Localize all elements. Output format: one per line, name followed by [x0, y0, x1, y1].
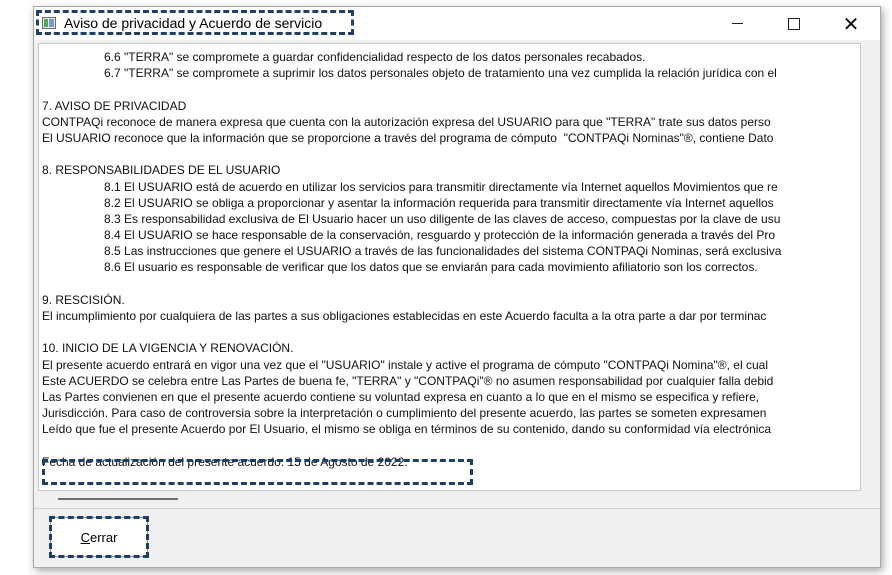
agreement-line: Jurisdicción. Para caso de controversia sobre la interpretación o cumplimiento del presente acuerdo, las partes se someten expresamen [42, 406, 767, 421]
window-close-button[interactable] [828, 7, 874, 40]
agreement-line: 9. RESCISIÓN. [42, 292, 125, 307]
agreement-line: 8.6 El usuario es responsable de verificar que los datos que se enviarán para cada movimiento afiliatorio son los correctos. [104, 260, 758, 275]
blank-line [42, 146, 861, 162]
footer-divider [34, 508, 880, 509]
blank-line [42, 324, 861, 340]
window-title: Aviso de privacidad y Acuerdo de servicio [64, 15, 323, 31]
blank-line [42, 438, 861, 454]
date-highlight-outline [42, 459, 473, 485]
agreement-line: El presente acuerdo entrará en vigor una vez que el "USUARIO" instale y active el programa de cómputo "CONTPAQi Nomina"®, el cual [42, 357, 768, 372]
agreement-line: 8. RESPONSABILIDADES DE EL USUARIO [42, 163, 281, 178]
maximize-icon [788, 18, 800, 30]
blank-line [42, 81, 861, 97]
agreement-line: 8.2 El USUARIO se obliga a proporcionar y asentar la información requerida para transmitir directamente vía Internet aquellos [104, 195, 774, 210]
agreement-line: 8.3 Es responsabilidad exclusiva de El Usuario hacer un uso diligente de las claves de acceso, compuestas por la clave de usu [104, 211, 781, 226]
agreement-line: El incumplimiento por cualquiera de las partes a sus obligaciones establecidas en este Acuerdo faculta a la otra parte a dar por terminac [42, 309, 767, 323]
agreement-line: 8.1 El USUARIO está de acuerdo en utilizar los servicios para transmitir directamente vía Internet aquellos Movimientos que re [104, 179, 778, 194]
title-highlight-outline [36, 10, 354, 35]
maximize-button[interactable] [771, 7, 817, 40]
minimize-icon [732, 23, 743, 24]
title-bar[interactable] [34, 7, 880, 40]
dialog-window [33, 6, 881, 568]
agreement-line: Leído que fue el presente Acuerdo por El Usuario, el mismo se obliga en términos de su contenido, dando su conformidad vía electrónica [42, 422, 772, 437]
agreement-line: 10. INICIO DE LA VIGENCIA Y RENOVACIÓN. [42, 341, 294, 356]
horizontal-scrollbar-thumb[interactable] [58, 498, 178, 500]
minimize-button[interactable] [714, 7, 760, 40]
button-highlight-outline [49, 516, 149, 558]
agreement-line: 8.5 Las instrucciones que genere el USUARIO a través de las funcionalidades del sistema CONTPAQi Nominas, será exclusiva [104, 244, 782, 259]
close-icon: ✕ [842, 11, 860, 36]
agreement-text-area[interactable] [38, 43, 861, 491]
agreement-line: Las Partes convienen en que el presente acuerdo contiene su voluntad expresa en cuanto a lo que en el mismo se especifica y refiere, [42, 389, 760, 404]
agreement-line: Este ACUERDO se celebra entre Las Partes de buena fe, "TERRA" y "CONTPAQi"® no asumen responsabilidad por cualquier falla debid [42, 373, 774, 388]
agreement-line: El USUARIO reconoce que la información que se proporcione a través del programa de cómputo "CONTPAQi Nominas"®, contiene Dato [42, 130, 774, 145]
cerrar-button-label: errar [89, 529, 118, 545]
blank-line [42, 276, 861, 292]
agreement-line: 6.6 "TERRA" se compromete a guardar confidencialidad respecto de los datos personales recabados. [104, 50, 646, 64]
agreement-line: 6.7 "TERRA" se compromete a suprimir los datos personales objeto de tratamiento una vez cumplida la relación jurídica con el [104, 66, 777, 81]
agreement-line: Fecha de actualización del presente acuerdo: 15 de Agosto de 2022. [42, 454, 408, 469]
cerrar-button-mnemonic: C [80, 529, 90, 545]
agreement-line: 7. AVISO DE PRIVACIDAD [42, 98, 187, 113]
agreement-line: CONTPAQi reconoce de manera expresa que cuenta con la autorización expresa del USUARIO para que "TERRA" trate sus datos perso [42, 114, 771, 129]
agreement-line: 8.4 El USUARIO se hace responsable de la conservación, resguardo y protección de la información generada a través del Pro [104, 228, 776, 243]
agreement-text [42, 49, 861, 470]
